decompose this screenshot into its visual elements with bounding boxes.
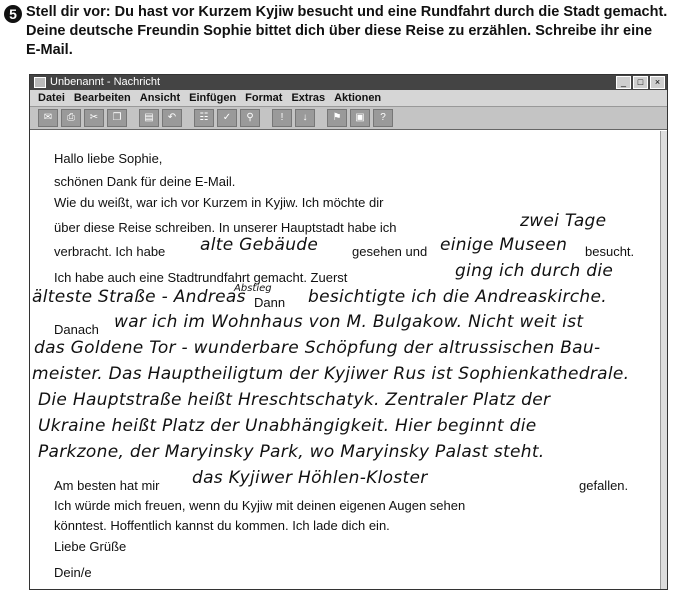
attach-icon[interactable]: ⚲ <box>240 109 260 127</box>
task-instruction: Stell dir vor: Du hast vor Kurzem Kyjiw besucht und eine Rundfahrt durch die Stadt gemacht. Deine deutsche Freundin Sophie bittet dich über diese Reise zu erzählen. Schreibe ihr eine E-Mail. <box>26 4 668 58</box>
greeting: Hallo liebe Sophie, <box>54 151 163 166</box>
letter-line: verbracht. Ich habe <box>54 244 166 259</box>
email-window <box>29 74 668 590</box>
paste-icon[interactable]: ▤ <box>139 109 159 127</box>
print-icon[interactable]: ⎙ <box>61 109 81 127</box>
thanks-line: schönen Dank für deine E-Mail. <box>54 174 236 189</box>
menu-aktionen[interactable]: Aktionen <box>334 92 382 104</box>
cut-icon[interactable]: ✂ <box>84 109 104 127</box>
check-icon[interactable]: ✓ <box>217 109 237 127</box>
menu-bar <box>30 90 667 107</box>
address-icon[interactable]: ☷ <box>194 109 214 127</box>
toolbar <box>30 107 667 130</box>
handwritten-answer: meister. Das Hauptheiligtum der Kyjiwer Rus ist Sophienkathedrale. <box>32 364 630 384</box>
handwritten-answer: war ich im Wohnhaus von M. Bulgakow. Nicht weit ist <box>114 312 584 332</box>
close-button[interactable]: × <box>650 76 665 89</box>
options-icon[interactable]: ▣ <box>350 109 370 127</box>
handwritten-answer: Ukraine heißt Platz der Unabhängigkeit. Hier beginnt die <box>38 416 537 436</box>
letter-line: könntest. Hoffentlich kannst du kommen. Ich lade dich ein. <box>54 518 390 533</box>
letter-line: Dann <box>254 295 286 310</box>
window-title: Unbenannt - Nachricht <box>50 76 161 88</box>
letter-line: gefallen. <box>579 478 629 493</box>
handwritten-answer: das Kyjiwer Höhlen-Kloster <box>192 468 428 488</box>
menu-einfuegen[interactable]: Einfügen <box>189 92 237 104</box>
letter-line: besucht. <box>585 244 635 259</box>
letter-line: Wie du weißt, war ich vor Kurzem in Kyjiw. Ich möchte dir <box>54 195 384 210</box>
handwritten-answer: Die Hauptstraße heißt Hreschtschatyk. Zentraler Platz der <box>38 390 551 410</box>
minimize-button[interactable]: _ <box>616 76 631 89</box>
menu-datei[interactable]: Datei <box>38 92 65 104</box>
handwritten-insert: Abstieg <box>234 283 272 294</box>
title-bar <box>30 75 667 90</box>
letter-line: gesehen und <box>352 244 428 259</box>
send-icon[interactable]: ✉ <box>38 109 58 127</box>
envelope-icon <box>34 77 46 88</box>
handwritten-answer: alte Gebäude <box>200 235 319 255</box>
handwritten-answer: einige Museen <box>440 235 568 255</box>
task-number: 5 <box>4 5 22 23</box>
closing: Liebe Grüße <box>54 539 127 554</box>
letter-line: Danach <box>54 322 99 337</box>
handwritten-answer: besichtigte ich die Andreaskirche. <box>308 287 607 307</box>
help-icon[interactable]: ? <box>373 109 393 127</box>
handwritten-answer: älteste Straße - Andreas <box>32 287 246 307</box>
letter-line: Am besten hat mir <box>54 478 160 493</box>
letter-line: über diese Reise schreiben. In unserer Hauptstadt habe ich <box>54 220 397 235</box>
handwritten-answer: ging ich durch die <box>455 261 614 281</box>
menu-ansicht[interactable]: Ansicht <box>139 92 181 104</box>
letter-line: Ich habe auch eine Stadtrundfahrt gemacht. Zuerst <box>54 270 348 285</box>
priority-low-icon[interactable]: ↓ <box>295 109 315 127</box>
flag-icon[interactable]: ⚑ <box>327 109 347 127</box>
maximize-button[interactable]: □ <box>633 76 648 89</box>
message-body[interactable] <box>30 131 667 589</box>
undo-icon[interactable]: ↶ <box>162 109 182 127</box>
handwritten-answer: Parkzone, der Maryinsky Park, wo Maryinsky Palast steht. <box>38 442 545 462</box>
menu-extras[interactable]: Extras <box>291 92 326 104</box>
handwritten-answer: zwei Tage <box>520 211 607 231</box>
priority-high-icon[interactable]: ! <box>272 109 292 127</box>
letter-line: Ich würde mich freuen, wenn du Kyjiw mit deinen eigenen Augen sehen <box>54 498 466 513</box>
menu-format[interactable]: Format <box>245 92 283 104</box>
handwritten-answer: das Goldene Tor - wunderbare Schöpfung der altrussischen Bau- <box>34 338 601 358</box>
menu-bearbeiten[interactable]: Bearbeiten <box>73 92 131 104</box>
copy-icon[interactable]: ❐ <box>107 109 127 127</box>
signature: Dein/e <box>54 565 92 580</box>
vertical-scrollbar[interactable] <box>660 131 667 589</box>
